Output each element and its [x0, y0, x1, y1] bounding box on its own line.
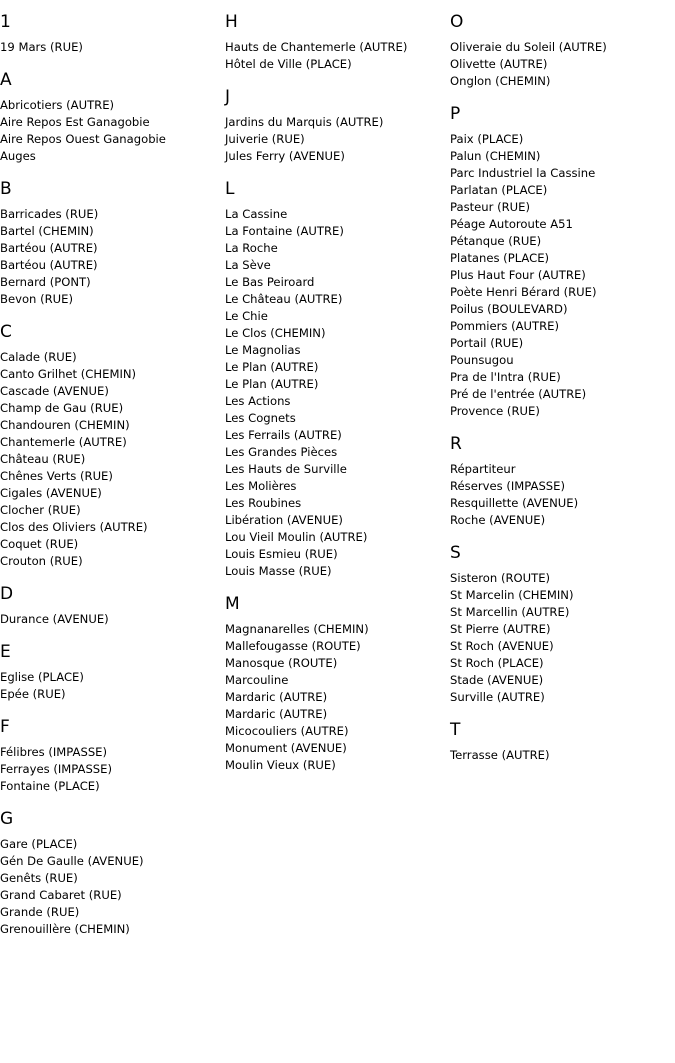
street-entry: Grand Cabaret (RUE)	[0, 888, 122, 902]
street-entry: Provence (RUE)	[450, 404, 540, 418]
street-entry: Olivette (AUTRE)	[450, 57, 548, 71]
street-entry: Pounsugou	[450, 353, 514, 367]
section-letter-heading: D	[0, 584, 14, 604]
section-letter-heading: G	[0, 809, 14, 829]
street-entry: Grande (RUE)	[0, 905, 80, 919]
street-entry: St Pierre (AUTRE)	[450, 622, 551, 636]
street-entry: Magnanarelles (CHEMIN)	[225, 622, 369, 636]
street-entry: St Roch (PLACE)	[450, 656, 544, 670]
street-entry: Aire Repos Est Ganagobie	[0, 115, 150, 129]
street-entry: Crouton (RUE)	[0, 554, 83, 568]
letter-section	[0, 320, 222, 570]
letter-section	[0, 582, 222, 628]
letter-section	[225, 10, 447, 73]
section-letter-heading: J	[225, 87, 231, 107]
street-entry: La Fontaine (AUTRE)	[225, 224, 344, 238]
street-entry: Pré de l'entrée (AUTRE)	[450, 387, 587, 401]
street-entry: Coquet (RUE)	[0, 537, 79, 551]
street-entry: Durance (AVENUE)	[0, 612, 109, 626]
street-list	[450, 131, 672, 420]
letter-section	[450, 718, 672, 764]
street-entry: Parc Industriel la Cassine	[450, 166, 596, 180]
street-entry: Louis Masse (RUE)	[225, 564, 332, 578]
street-entry: Pétanque (RUE)	[450, 234, 542, 248]
section-letter-heading: E	[0, 642, 12, 662]
street-list	[450, 747, 672, 764]
street-index-column-3	[450, 10, 672, 776]
street-list	[225, 206, 447, 580]
section-letter-heading: C	[0, 322, 13, 342]
street-entry: Pra de l'Intra (RUE)	[450, 370, 561, 384]
letter-section	[450, 541, 672, 706]
letter-section	[0, 10, 222, 56]
street-list	[0, 206, 222, 308]
street-entry: Pasteur (RUE)	[450, 200, 531, 214]
section-letter-heading: 1	[0, 12, 12, 32]
street-entry: Juiverie (RUE)	[225, 132, 305, 146]
street-entry: Hauts de Chantemerle (AUTRE)	[225, 40, 408, 54]
street-entry: Eglise (PLACE)	[0, 670, 84, 684]
section-letter-heading: F	[0, 717, 11, 737]
street-entry: Les Roubines	[225, 496, 302, 510]
street-entry: Le Plan (AUTRE)	[225, 377, 319, 391]
street-list	[0, 611, 222, 628]
street-entry: Aire Repos Ouest Ganagobie	[0, 132, 166, 146]
street-list	[450, 570, 672, 706]
street-entry: Chantemerle (AUTRE)	[0, 435, 127, 449]
street-entry: Palun (CHEMIN)	[450, 149, 541, 163]
street-entry: Chênes Verts (RUE)	[0, 469, 113, 483]
street-entry: Plus Haut Four (AUTRE)	[450, 268, 586, 282]
street-entry: Resquillette (AVENUE)	[450, 496, 579, 510]
street-entry: Moulin Vieux (RUE)	[225, 758, 336, 772]
street-entry: Ferrayes (IMPASSE)	[0, 762, 113, 776]
street-entry: Mallefougasse (ROUTE)	[225, 639, 361, 653]
street-list	[450, 461, 672, 529]
street-entry: St Marcellin (AUTRE)	[450, 605, 570, 619]
street-entry: Les Hauts de Surville	[225, 462, 347, 476]
street-entry: Stade (AVENUE)	[450, 673, 544, 687]
letter-section	[450, 10, 672, 90]
street-list	[0, 349, 222, 570]
street-entry: Platanes (PLACE)	[450, 251, 550, 265]
street-entry: Clocher (RUE)	[0, 503, 81, 517]
street-list	[0, 744, 222, 795]
street-entry: Le Clos (CHEMIN)	[225, 326, 326, 340]
street-entry: St Marcelin (CHEMIN)	[450, 588, 574, 602]
street-entry: Poète Henri Bérard (RUE)	[450, 285, 597, 299]
street-entry: Bernard (PONT)	[0, 275, 91, 289]
street-entry: Les Ferrails (AUTRE)	[225, 428, 342, 442]
street-entry: Jardins du Marquis (AUTRE)	[225, 115, 384, 129]
street-entry: Oliveraie du Soleil (AUTRE)	[450, 40, 607, 54]
street-list	[225, 621, 447, 774]
letter-section	[450, 102, 672, 420]
section-letter-heading: A	[0, 70, 13, 90]
street-entry: Micocouliers (AUTRE)	[225, 724, 349, 738]
letter-section	[0, 715, 222, 795]
street-entry: La Cassine	[225, 207, 288, 221]
street-entry: Chandouren (CHEMIN)	[0, 418, 130, 432]
section-letter-heading: S	[450, 543, 462, 563]
street-entry: Abricotiers (AUTRE)	[0, 98, 115, 112]
street-entry: Le Plan (AUTRE)	[225, 360, 319, 374]
street-list	[0, 39, 222, 56]
street-entry: Félibres (IMPASSE)	[0, 745, 108, 759]
street-list	[0, 836, 222, 938]
street-entry: 19 Mars (RUE)	[0, 40, 83, 54]
street-entry: Les Cognets	[225, 411, 296, 425]
street-entry: Jules Ferry (AVENUE)	[225, 149, 345, 163]
street-entry: Mardaric (AUTRE)	[225, 690, 328, 704]
street-entry: Bartéou (AUTRE)	[0, 241, 98, 255]
street-entry: Epée (RUE)	[0, 687, 66, 701]
street-entry: Bartéou (AUTRE)	[0, 258, 98, 272]
section-letter-heading: B	[0, 179, 13, 199]
street-entry: Onglon (CHEMIN)	[450, 74, 551, 88]
street-index-column-2	[225, 10, 447, 786]
street-entry: Gén De Gaulle (AVENUE)	[0, 854, 144, 868]
street-entry: Monument (AVENUE)	[225, 741, 347, 755]
street-entry: Bevon (RUE)	[0, 292, 73, 306]
street-entry: Barricades (RUE)	[0, 207, 99, 221]
letter-section	[0, 68, 222, 165]
street-entry: Grenouillère (CHEMIN)	[0, 922, 130, 936]
street-entry: La Roche	[225, 241, 278, 255]
letter-section	[225, 592, 447, 774]
section-letter-heading: R	[450, 434, 463, 454]
street-entry: Le Chie	[225, 309, 268, 323]
street-entry: Les Actions	[225, 394, 291, 408]
section-letter-heading: P	[450, 104, 461, 124]
street-list	[450, 39, 672, 90]
street-entry: Auges	[0, 149, 36, 163]
street-entry: Le Bas Peiroard	[225, 275, 315, 289]
street-entry: Calade (RUE)	[0, 350, 77, 364]
street-index-column-1	[0, 10, 222, 950]
street-list	[0, 669, 222, 703]
street-entry: Gare (PLACE)	[0, 837, 78, 851]
street-entry: Genêts (RUE)	[0, 871, 78, 885]
section-letter-heading: L	[225, 179, 235, 199]
letter-section	[0, 807, 222, 938]
street-entry: Portail (RUE)	[450, 336, 524, 350]
street-entry: Mardaric (AUTRE)	[225, 707, 328, 721]
street-entry: Les Molières	[225, 479, 297, 493]
street-entry: Surville (AUTRE)	[450, 690, 545, 704]
street-entry: Le Magnolias	[225, 343, 301, 357]
street-entry: Paix (PLACE)	[450, 132, 524, 146]
street-entry: Réserves (IMPASSE)	[450, 479, 566, 493]
street-list	[225, 39, 447, 73]
street-entry: Péage Autoroute A51	[450, 217, 573, 231]
letter-section	[0, 640, 222, 703]
street-entry: Canto Grilhet (CHEMIN)	[0, 367, 137, 381]
street-entry: Parlatan (PLACE)	[450, 183, 548, 197]
street-entry: Cascade (AVENUE)	[0, 384, 109, 398]
street-entry: Hôtel de Ville (PLACE)	[225, 57, 352, 71]
section-letter-heading: H	[225, 12, 239, 32]
street-entry: Bartel (CHEMIN)	[0, 224, 94, 238]
street-entry: Terrasse (AUTRE)	[450, 748, 550, 762]
letter-section	[450, 432, 672, 529]
letter-section	[225, 85, 447, 165]
letter-section	[225, 177, 447, 580]
street-entry: Marcouline	[225, 673, 289, 687]
street-entry: St Roch (AVENUE)	[450, 639, 554, 653]
street-entry: Clos des Oliviers (AUTRE)	[0, 520, 148, 534]
letter-section	[0, 177, 222, 308]
street-entry: Sisteron (ROUTE)	[450, 571, 551, 585]
street-entry: La Sève	[225, 258, 271, 272]
street-entry: Le Château (AUTRE)	[225, 292, 343, 306]
street-entry: Cigales (AVENUE)	[0, 486, 102, 500]
section-letter-heading: T	[450, 720, 461, 740]
street-entry: Louis Esmieu (RUE)	[225, 547, 338, 561]
section-letter-heading: O	[450, 12, 464, 32]
street-entry: Fontaine (PLACE)	[0, 779, 100, 793]
street-entry: Château (RUE)	[0, 452, 86, 466]
street-entry: Répartiteur	[450, 462, 516, 476]
street-list	[0, 97, 222, 165]
street-entry: Roche (AVENUE)	[450, 513, 546, 527]
street-entry: Les Grandes Pièces	[225, 445, 338, 459]
street-entry: Champ de Gau (RUE)	[0, 401, 124, 415]
street-entry: Pommiers (AUTRE)	[450, 319, 560, 333]
street-list	[225, 114, 447, 165]
street-entry: Manosque (ROUTE)	[225, 656, 338, 670]
street-entry: Libération (AVENUE)	[225, 513, 343, 527]
street-entry: Lou Vieil Moulin (AUTRE)	[225, 530, 368, 544]
street-entry: Poilus (BOULEVARD)	[450, 302, 568, 316]
section-letter-heading: M	[225, 594, 241, 614]
